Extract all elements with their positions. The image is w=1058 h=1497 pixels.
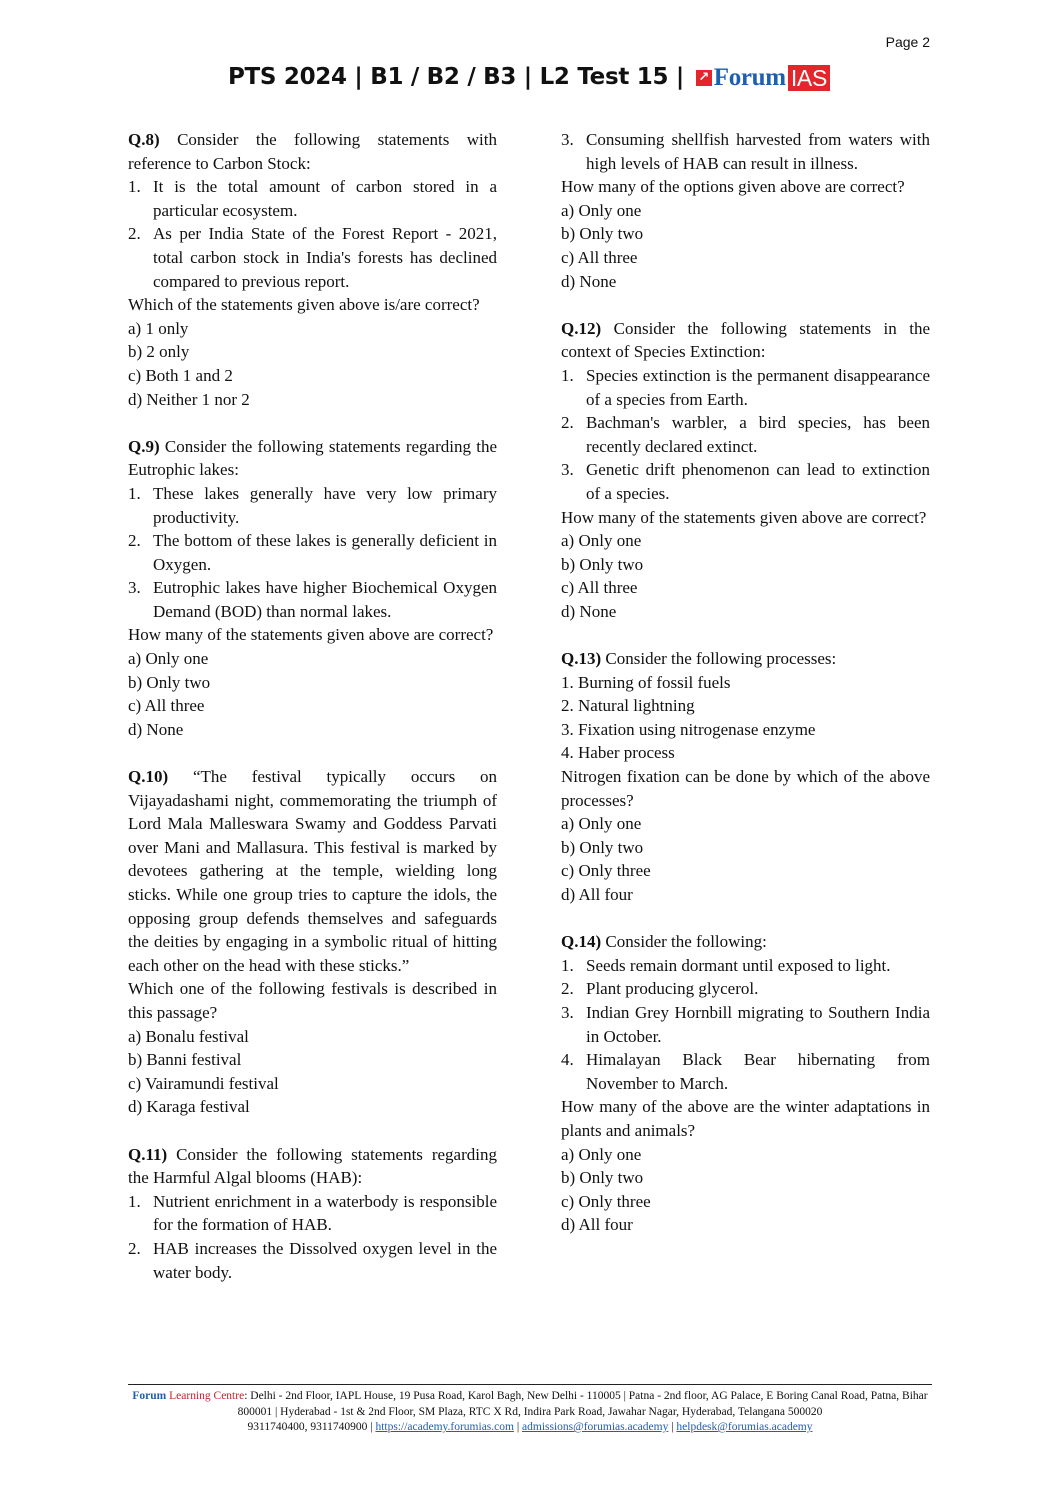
statement-item [561,1048,930,1095]
question-text: Consider the following processes: [601,649,837,669]
question-text: Consider the following: [601,932,767,952]
statement-item [561,411,930,458]
statement-number: 1. [561,672,578,692]
answer-option: c) Vairamundi festival [128,1073,279,1093]
statement-text: As per India State of the Forest Report - 2021, total carbon stock in India's forests has declined compared to previous report. [153,224,497,291]
question-text: Consider the following statements with reference to Carbon Stock: [128,130,497,173]
answer-option: b) Only two [128,672,211,692]
statement-text: Natural lightning [578,696,695,716]
question-stem [561,930,930,954]
footer-brand-sub: Learning Centre [166,1390,245,1402]
helpdesk-email-link[interactable]: helpdesk@forumias.academy [676,1421,813,1433]
statement-number: 3. [561,719,578,739]
answer-option: c) All three [561,247,638,267]
answer-option: c) All three [128,696,205,716]
statement-number: 3. [561,1002,574,1022]
answer-option: d) All four [561,885,633,904]
question-stem [128,1143,497,1190]
answer-option: d) None [128,719,184,739]
answer-option: d) Neither 1 nor 2 [128,389,250,409]
statement-number: 2. [561,413,574,433]
question-text: Consider the following statements regarding the Eutrophic lakes: [128,436,497,480]
answer-option: b) Only two [561,837,644,857]
statement-number: 1. [128,1191,141,1211]
statement-number: 2. [561,696,578,716]
statement-number: 1. [561,955,574,975]
answer-option: c) All three [561,578,638,598]
statement-number: 1. [128,483,141,503]
answer-option: d) None [561,601,617,621]
statement-item [561,718,930,742]
footer: Forum Learning Centre: Delhi - 2nd Floor, IAPL House, 19 Pusa Road, Karol Bagh, New Delhi - 110005 | Patna - 2nd floor, AG Palace, E Boring Canal Road, Patna, Bihar 800001 | Hyderabad - 1st & 2nd Floor, SM Plaza, RTC X Rd, Indira Park Road, Jawahar Nagar, Hyderabad, Telangana 500020 9311740400, 9311740900 | https://academy.forumias.com | admissions@forumias.academy | helpdesk@forumias.academy [128,1384,932,1436]
question-number: Q.9) [128,436,160,456]
statement-item [128,175,497,222]
left-column [128,128,497,1284]
answer-option: b) 2 only [128,342,190,362]
statement-item [128,576,497,623]
statement-text: Burning of fossil fuels [578,672,731,692]
statement-item [128,482,497,529]
question-number: Q.11) [128,1144,168,1164]
statement-number: 3. [561,460,574,480]
question-block [128,765,497,1119]
question-stem [561,647,930,671]
statement-item [128,1190,497,1237]
right-column [561,128,930,1261]
answer-option: c) Both 1 and 2 [128,365,233,385]
answer-option: a) Only one [561,1144,642,1164]
statement-item [561,1001,930,1048]
statement-number: 2. [561,979,574,999]
statement-number: 2. [128,531,141,551]
answer-option: d) None [561,271,617,291]
title-text: PTS 2024 | B1 / B2 / B3 | L2 Test 15 | [227,64,684,90]
question-prompt: How many of the statements given above are correct? [128,625,494,645]
statement-item [561,364,930,411]
page-number: Page 2 [885,34,930,50]
website-link[interactable]: https://academy.forumias.com [375,1421,514,1433]
answer-option: b) Only two [561,224,644,244]
answer-option: a) Bonalu festival [128,1026,249,1046]
question-prompt: How many of the statements given above are correct? [561,507,927,527]
logo-arrow-icon: ↗ [696,70,712,86]
answer-option: c) Only three [561,1191,651,1211]
question-number: Q.10) [128,767,169,787]
question-prompt: Which one of the following festivals is described in this passage? [128,979,497,1022]
statement-item [561,954,930,978]
statement-item [561,741,930,765]
admissions-email-link[interactable]: admissions@forumias.academy [522,1421,669,1433]
question-block [561,317,930,624]
question-stem [128,435,497,482]
statement-number: 4. [561,743,578,763]
statement-text: The bottom of these lakes is generally deficient in Oxygen. [153,531,497,574]
question-text: Consider the following statements regarding the Harmful Algal blooms (HAB): [128,1144,497,1188]
answer-option: d) All four [561,1215,633,1235]
logo-ias: IAS [788,65,830,91]
logo-forum: Forum [713,64,786,91]
statement-number: 2. [128,224,141,244]
statement-item [561,671,930,695]
footer-brand: Forum [132,1390,167,1402]
question-text: Consider the following statements in the context of Species Extinction: [561,318,930,362]
answer-option: a) Only one [561,531,642,551]
question-number: Q.14) [561,932,602,952]
statement-text: Nutrient enrichment in a waterbody is responsible for the formation of HAB. [153,1191,497,1235]
question-prompt: How many of the options given above are correct? [561,177,905,197]
question-stem [128,765,497,977]
statement-item [561,458,930,505]
statement-number: 4. [561,1050,574,1070]
statement-text: Genetic drift phenomenon can lead to extinction of a species. [586,460,930,503]
question-text: “The festival typically occurs on Vijayadashami night, commemorating the triumph of Lord Mala Malleswara Swamy and Goddess Parvati over Mani and Mallasura. This festival is marked by devotees gathering at the temple, wielding long sticks. While one group tries to capture the idols, the opposing group defends themselves and safeguards the deities by engaging in a symbolic ritual of hitting each other on the head with these sticks.” [128,767,497,975]
question-number: Q.13) [561,649,602,669]
answer-option: a) Only one [561,200,642,220]
question-block [561,930,930,1237]
statement-text: It is the total amount of carbon stored in a particular ecosystem. [153,177,497,220]
statement-text: Haber process [578,743,675,763]
statement-text: Bachman's warbler, a bird species, has been recently declared extinct. [586,413,930,456]
statement-number: 3. [128,578,141,598]
answer-option: b) Only two [561,1168,644,1188]
statement-text: Species extinction is the permanent disappearance of a species from Earth. [586,365,930,409]
question-stem [128,128,497,175]
question-prompt: Nitrogen fixation can be done by which of the above processes? [561,767,930,810]
statement-text: These lakes generally have very low primary productivity. [153,483,497,527]
answer-option: a) Only one [128,649,209,669]
statement-item [128,1237,497,1284]
question-block [128,1143,497,1285]
answer-option: d) Karaga festival [128,1097,250,1117]
statement-number: 3. [561,130,574,149]
page-title [0,64,1058,92]
statement-text: Consuming shellfish harvested from waters with high levels of HAB can result in illness. [586,130,930,173]
statement-item [561,977,930,1001]
statement-item [561,128,930,175]
statement-item [128,529,497,576]
question-block [128,128,497,411]
question-number: Q.12) [561,318,602,338]
question-block [128,435,497,742]
statement-text: Himalayan Black Bear hibernating from November to March. [586,1050,930,1093]
question-block [561,128,930,293]
statement-number: 2. [128,1238,141,1258]
question-prompt: Which of the statements given above is/are correct? [128,295,480,315]
statement-text: HAB increases the Dissolved oxygen level in the water body. [153,1238,497,1282]
statement-number: 1. [128,177,141,197]
question-number: Q.8) [128,130,160,149]
question-prompt: How many of the above are the winter adaptations in plants and animals? [561,1097,930,1140]
answer-option: a) Only one [561,814,642,834]
statement-number: 1. [561,365,574,385]
statement-text: Eutrophic lakes have higher Biochemical Oxygen Demand (BOD) than normal lakes. [153,578,497,621]
statement-item [561,694,930,718]
statement-text: Fixation using nitrogenase enzyme [578,719,816,739]
answer-option: b) Only two [561,554,644,574]
footer-phones: 9311740400, 9311740900 | [247,1421,376,1433]
statement-text: Seeds remain dormant until exposed to light. [586,955,891,975]
question-block [561,647,930,907]
statement-item [128,222,497,293]
question-stem [561,317,930,364]
statement-text: Plant producing glycerol. [586,979,759,999]
footer-address: : Delhi - 2nd Floor, IAPL House, 19 Pusa Road, Karol Bagh, New Delhi - 110005 | Patna - 2nd floor, AG Palace, E Boring Canal Road, Patna, Bihar 800001 | Hyderabad - 1st & 2nd Floor, SM Plaza, RTC X Rd, Indira Park Road, Jawahar Nagar, Hyderabad, Telangana 500020 [237,1390,928,1418]
answer-option: b) Banni festival [128,1050,242,1070]
forumias-logo [696,64,830,92]
answer-option: a) 1 only [128,318,189,338]
statement-text: Indian Grey Hornbill migrating to Southern India in October. [586,1002,930,1046]
answer-option: c) Only three [561,861,651,881]
